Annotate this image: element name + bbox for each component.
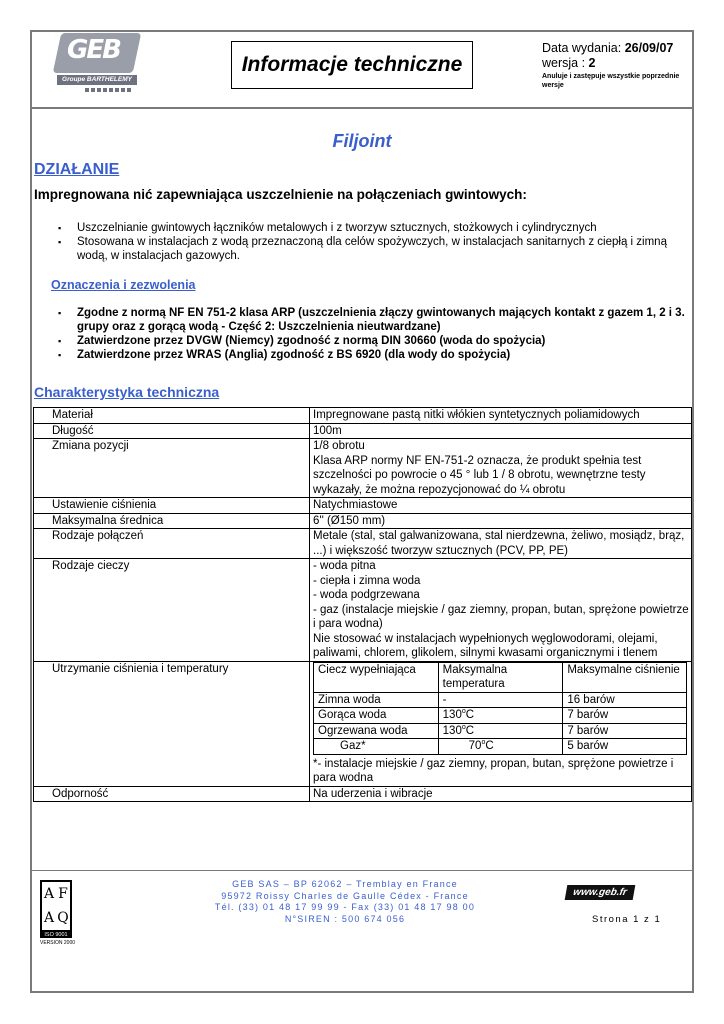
- table-row: [314, 708, 687, 724]
- logo-subtitle: Groupe BARTHELEMY: [57, 75, 137, 85]
- list-item: ▪ Stosowana w instalacjach z wodą przeznaczoną dla celów spożywczych, w instalacjach sanitarnych z ciepłą i zimną wodą, w instalacjach gazowych.: [58, 235, 668, 263]
- logo-dots: [85, 88, 131, 92]
- spec-label: Rodzaje cieczy: [34, 559, 310, 662]
- website-link[interactable]: www.geb.fr: [565, 885, 636, 900]
- degree-sign: o: [461, 708, 466, 715]
- document-title: Informacje techniczne: [241, 53, 463, 76]
- gas-footnote: *- instalacje miejskie / gaz ziemny, propan, butan, sprężone powietrze i para wodna: [313, 757, 674, 784]
- spec-label: Długość: [34, 423, 310, 439]
- table-row: [34, 529, 692, 559]
- logo-text: GEB: [67, 35, 120, 65]
- fluid-cell: Gaz*: [314, 739, 439, 755]
- iso-label: ISO 9001: [40, 932, 72, 938]
- action-lead: Impregnowana nić zapewniająca uszczelnienie na połączeniach gwintowych:: [34, 187, 527, 202]
- temp-unit: C: [465, 709, 475, 721]
- temp-cell: [438, 708, 563, 724]
- temp-value: 130: [442, 724, 462, 737]
- column-header: Maksymalne ciśnienie: [563, 662, 687, 692]
- spec-label: Rodzaje połączeń: [34, 529, 310, 559]
- fluid-cell: Ogrzewana woda: [314, 723, 439, 739]
- degree-sign: o: [461, 723, 466, 731]
- table-row: [34, 786, 692, 802]
- fluid-item: - ciepła i zimna woda: [313, 574, 421, 587]
- spec-label: Zmiana pozycji: [34, 439, 310, 498]
- version-number: 2: [588, 56, 596, 70]
- iso-version: VERSION 2000: [40, 940, 76, 946]
- footer-divider: [30, 870, 694, 871]
- fluid-cell: Gorąca woda: [314, 708, 439, 724]
- spec-value: [310, 559, 692, 662]
- spec-value: 100m: [310, 423, 692, 439]
- pressure-temp-table: [313, 662, 687, 755]
- version-label: wersja :: [542, 56, 589, 70]
- temp-value: 70: [468, 740, 482, 752]
- table-row: [34, 423, 692, 439]
- spec-table: [33, 407, 692, 802]
- action-bullets: [58, 221, 668, 263]
- spec-label: Utrzymanie ciśnienia i temperatury: [34, 661, 310, 786]
- table-row: [34, 661, 692, 786]
- section-heading-approvals: Oznaczenia i zezwolenia: [51, 278, 196, 292]
- list-item: ▪ Zatwierdzone przez DVGW (Niemcy) zgodność z normą DIN 30660 (woda do spożycia): [58, 334, 688, 348]
- table-header-row: [314, 662, 687, 692]
- page-number: Strona 1 z 1: [592, 914, 662, 925]
- spec-value: [310, 661, 692, 786]
- section-heading-action: DZIAŁANIE: [34, 161, 120, 178]
- address-line: Tél. (33) 01 48 17 99 99 - Fax (33) 01 48 17 98 00: [214, 902, 476, 912]
- fluid-item: - woda pitna: [313, 560, 376, 572]
- address-line: N°SIREN : 500 674 056: [284, 913, 406, 924]
- list-item: ▪ Zatwierdzone przez WRAS (Anglia) zgodność z BS 6920 (dla wody do spożycia): [58, 348, 688, 362]
- cert-letter: Q: [57, 910, 69, 926]
- pressure-cell: 7 barów: [563, 723, 687, 739]
- spec-value: Na uderzenia i wibracje: [310, 786, 692, 802]
- degree-sign: o: [481, 739, 486, 746]
- table-row: [314, 723, 687, 739]
- reposition-note: Klasa ARP normy NF EN-751-2 oznacza, że produkt spełnia test szczelności po powrocie o 45 ° lub 1 / 8 obrotu, wewnętrzne testy wykazały, że można repozycjonować do ¼ obrotu: [313, 454, 646, 496]
- afaq-certification-logo: [40, 880, 80, 946]
- issue-info: [542, 41, 690, 90]
- fluid-item: - gaz (instalacje miejskie / gaz ziemny, propan, butan, sprężone powietrze i para wodna): [313, 603, 689, 630]
- geb-logo: [57, 33, 137, 96]
- table-row: [314, 692, 687, 708]
- fluid-cell: Zimna woda: [314, 692, 439, 708]
- pressure-cell: 5 barów: [563, 739, 687, 755]
- temp-cell: [438, 739, 563, 755]
- product-name: Filjoint: [332, 131, 392, 151]
- spec-value: 6'' (Ø150 mm): [310, 513, 692, 529]
- address-line: 95972 Roissy Charles de Gaulle Cédex - France: [221, 890, 469, 901]
- temp-unit: C: [465, 724, 475, 737]
- spec-value: Impregnowane pastą nitki włókien syntetycznych poliamidowych: [310, 408, 692, 424]
- list-item: ▪ Uszczelnianie gwintowych łączników metalowych i z tworzyw sztucznych, stożkowych i cylindrycznych: [58, 221, 668, 235]
- fluid-item: - woda podgrzewana: [313, 589, 420, 601]
- fluid-warning: Nie stosować w instalacjach wypełnionych węglowodorami, olejami, paliwami, chlorem, glikolem, silnymi kwasami organicznymi i tlenem: [313, 632, 658, 659]
- column-header: Ciecz wypełniająca: [314, 662, 439, 692]
- spec-value: Natychmiastowe: [310, 498, 692, 514]
- pressure-cell: 7 barów: [563, 708, 687, 724]
- reposition-value: 1/8 obrotu: [313, 440, 365, 452]
- table-row: [314, 739, 687, 755]
- title-box: [231, 41, 473, 89]
- spec-value: Metale (stal, stal galwanizowana, stal nierdzewna, żeliwo, mosiądz, brąz, ...) i większość tworzyw sztucznych (PCV, PP, PE): [310, 529, 692, 559]
- list-item: ▪ Zgodne z normą NF EN 751-2 klasa ARP (uszczelnienia złączy gwintowanych mających kontakt z gazem 1, 2 i 3. grupy oraz z gorącą wodą - Część 2: Uszczelnienia nieutwardzane): [58, 306, 688, 334]
- company-address: [190, 879, 500, 925]
- approval-bullets: [58, 306, 688, 362]
- temp-unit: C: [485, 740, 494, 752]
- cert-letter: A: [43, 910, 55, 926]
- spec-label: Maksymalna średnica: [34, 513, 310, 529]
- cert-letter: F: [58, 886, 68, 902]
- temp-cell: -: [438, 692, 563, 708]
- table-row: [34, 513, 692, 529]
- address-line: GEB SAS – BP 62062 – Tremblay en France: [232, 879, 458, 889]
- temp-cell: [438, 723, 563, 739]
- pressure-cell: 16 barów: [563, 692, 687, 708]
- supersedes-note: Anuluje i zastępuje wszystkie poprzednie wersje: [542, 73, 680, 89]
- table-row: [34, 498, 692, 514]
- afaq-letters: [40, 880, 72, 932]
- section-heading-specs: Charakterystyka techniczna: [34, 384, 220, 400]
- spec-label: Odporność: [34, 786, 310, 802]
- temp-value: 130: [442, 709, 462, 721]
- spec-value: [310, 439, 692, 498]
- spec-label: Ustawienie ciśnienia: [34, 498, 310, 514]
- table-row: [34, 408, 692, 424]
- header-divider: [30, 107, 694, 109]
- column-header: Maksymalna temperatura: [438, 662, 563, 692]
- issue-date-label: Data wydania:: [542, 41, 625, 55]
- spec-label: Materiał: [34, 408, 310, 424]
- table-row: [34, 439, 692, 498]
- issue-date: 26/09/07: [624, 41, 674, 55]
- cert-letter: A: [43, 886, 55, 902]
- table-row: [34, 559, 692, 662]
